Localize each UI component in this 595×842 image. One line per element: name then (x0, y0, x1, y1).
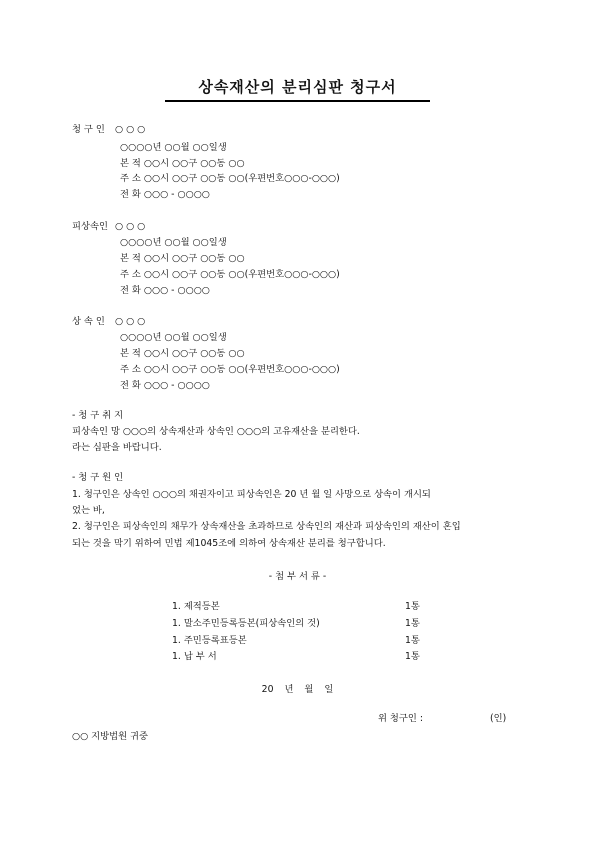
cause-paragraph-2-line-2: 되는 것을 막기 위하여 민법 제1045조에 의하여 상속재산 분리를 청구합니다. (72, 538, 386, 549)
document-title: 상속재산의 분리심판 청구서 (198, 78, 397, 96)
claimant-address: 주 소 ○○시 ○○구 ○○동 ○○(우편번호○○○-○○○) (120, 173, 340, 184)
claimant-domicile: 본 적 ○○시 ○○구 ○○동 ○○ (120, 158, 245, 169)
attachment-qty-3: 1통 (405, 635, 420, 646)
signature-label: 위 청구인 : (378, 713, 423, 724)
attachment-item-2: 1. 말소주민등록등본(피상속인의 것) (172, 618, 320, 629)
purpose-heading: - 청 구 취 지 (72, 410, 124, 421)
court-addressee: ○○ 지방법원 귀중 (72, 731, 149, 742)
decedent-domicile: 본 적 ○○시 ○○구 ○○동 ○○ (120, 253, 245, 264)
attachment-qty-1: 1통 (405, 601, 420, 612)
heir-birth: ○○○○년 ○○월 ○○일생 (120, 332, 227, 343)
filing-date: 20 년 월 일 (261, 684, 334, 695)
purpose-line-1: 피상속인 망 ○○○의 상속재산과 상속인 ○○○의 고유재산을 분리한다. (72, 426, 360, 437)
heir-domicile: 본 적 ○○시 ○○구 ○○동 ○○ (120, 348, 245, 359)
cause-paragraph-1-line-2: 었는 바, (72, 505, 105, 516)
claimant-phone: 전 화 ○○○ - ○○○○ (120, 189, 210, 200)
cause-heading: - 청 구 원 인 (72, 472, 124, 483)
decedent-phone: 전 화 ○○○ - ○○○○ (120, 285, 210, 296)
cause-paragraph-2-line-1: 2. 청구인은 피상속인의 채무가 상속재산을 초과하므로 상속인의 재산과 피상속인의 재산이 혼입 (72, 521, 461, 532)
seal-mark: (인) (490, 713, 507, 724)
decedent-address: 주 소 ○○시 ○○구 ○○동 ○○(우편번호○○○-○○○) (120, 269, 340, 280)
heir-phone: 전 화 ○○○ - ○○○○ (120, 380, 210, 391)
heir-address: 주 소 ○○시 ○○구 ○○동 ○○(우편번호○○○-○○○) (120, 364, 340, 375)
attachment-item-1: 1. 제적등본 (172, 601, 220, 612)
decedent-birth: ○○○○년 ○○월 ○○일생 (120, 237, 227, 248)
attachment-qty-4: 1통 (405, 651, 420, 662)
title-underline (165, 100, 430, 102)
attachment-item-4: 1. 납 부 서 (172, 651, 217, 662)
decedent-label: 피상속인 (72, 221, 108, 232)
heir-name: ○ ○ ○ (115, 316, 146, 327)
attachments-heading: - 첨 부 서 류 - (268, 571, 327, 582)
purpose-line-2: 라는 심판을 바랍니다. (72, 442, 162, 453)
claimant-birth: ○○○○년 ○○월 ○○일생 (120, 142, 227, 153)
heir-label: 상 속 인 (72, 316, 105, 327)
claimant-label: 청 구 인 (72, 124, 105, 135)
cause-paragraph-1-line-1: 1. 청구인은 상속인 ○○○의 채권자이고 피상속인은 20 년 월 일 사망으로 상속이 개시되 (72, 489, 431, 500)
decedent-name: ○ ○ ○ (115, 221, 146, 232)
attachment-qty-2: 1통 (405, 618, 420, 629)
claimant-name: ○ ○ ○ (115, 124, 146, 135)
attachment-item-3: 1. 주민등록표등본 (172, 635, 247, 646)
